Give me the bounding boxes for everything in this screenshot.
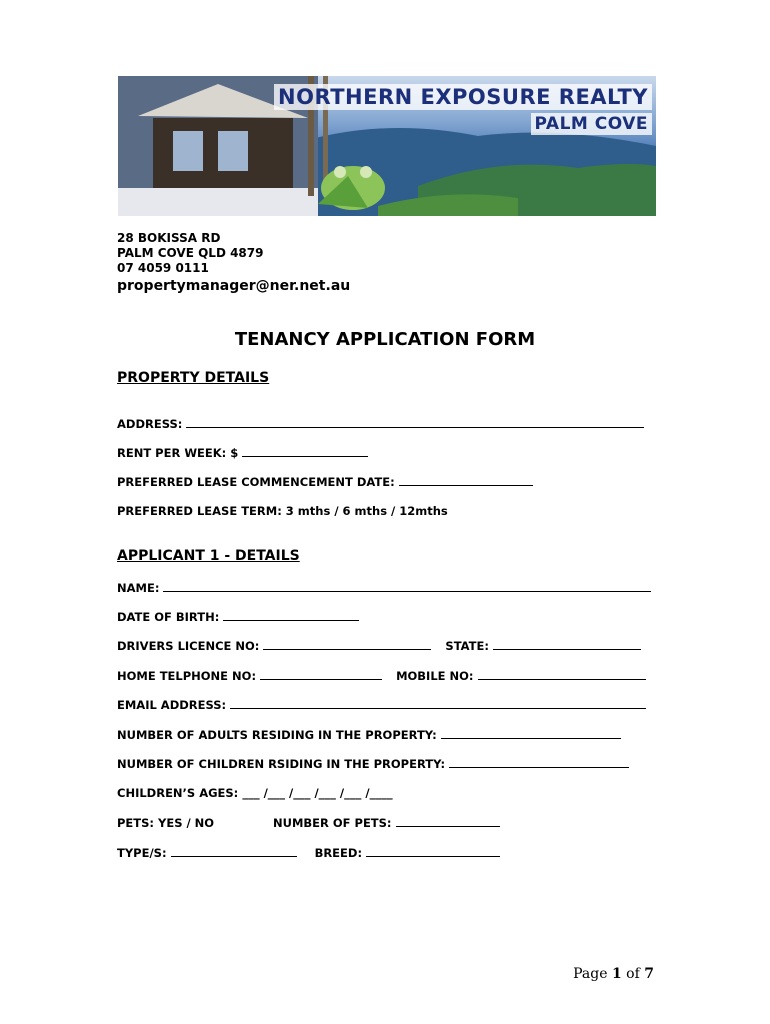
children-ages-label: CHILDREN’S AGES: — [117, 786, 239, 800]
address-line-2: PALM COVE QLD 4879 — [117, 246, 264, 260]
commencement-label: PREFERRED LEASE COMMENCEMENT DATE: — [117, 475, 395, 489]
contact-block — [117, 231, 350, 294]
email-row — [117, 697, 646, 712]
lease-term-label: PREFERRED LEASE TERM: 3 mths / 6 mths / 12mths — [117, 504, 448, 518]
children-ages-field[interactable]: ___ /___ /___ /___ /___ /____ — [242, 786, 393, 800]
adults-row — [117, 727, 621, 742]
state-label: STATE: — [445, 639, 489, 653]
adults-field[interactable] — [441, 727, 621, 739]
phone-number: 07 4059 0111 — [117, 261, 209, 275]
mobile-field[interactable] — [478, 668, 646, 680]
property-details-heading: PROPERTY DETAILS — [117, 370, 270, 386]
name-label: NAME: — [117, 581, 160, 595]
rent-row — [117, 445, 368, 460]
rent-label: RENT PER WEEK: $ — [117, 446, 239, 460]
header-banner — [118, 76, 656, 216]
lease-term-row — [117, 504, 448, 518]
commencement-field[interactable] — [399, 474, 533, 486]
name-field[interactable] — [163, 580, 651, 592]
licence-label: DRIVERS LICENCE NO: — [117, 639, 260, 653]
children-field[interactable] — [449, 756, 629, 768]
page-number: 1 — [611, 966, 622, 982]
home-phone-field[interactable] — [260, 668, 382, 680]
state-field[interactable] — [493, 638, 641, 650]
home-phone-label: HOME TELPHONE NO: — [117, 669, 257, 683]
page-word: Page — [573, 966, 608, 982]
pets-row — [117, 815, 500, 830]
dob-field[interactable] — [223, 609, 359, 621]
licence-row — [117, 638, 641, 653]
form-title: TENANCY APPLICATION FORM — [234, 329, 536, 350]
types-field[interactable] — [171, 845, 297, 857]
brand-subtitle: PALM COVE — [531, 113, 652, 135]
email-label: EMAIL ADDRESS: — [117, 698, 227, 712]
pets-label: PETS: YES / NO — [117, 816, 215, 830]
dob-row — [117, 609, 359, 624]
address-line-1: 28 BOKISSA RD — [117, 231, 221, 245]
types-label: TYPE/S: — [117, 846, 167, 860]
breed-label: BREED: — [314, 846, 363, 860]
rent-field[interactable] — [242, 445, 368, 457]
address-label: ADDRESS: — [117, 417, 183, 431]
page-footer — [573, 966, 654, 982]
children-row — [117, 756, 629, 771]
breed-field[interactable] — [366, 845, 500, 857]
page-total: 7 — [644, 966, 654, 982]
mobile-label: MOBILE NO: — [396, 669, 474, 683]
num-pets-label: NUMBER OF PETS: — [273, 816, 392, 830]
dob-label: DATE OF BIRTH: — [117, 610, 220, 624]
name-row — [117, 580, 651, 595]
adults-label: NUMBER OF ADULTS RESIDING IN THE PROPERTY: — [117, 728, 437, 742]
licence-field[interactable] — [263, 638, 431, 650]
email-address: propertymanager@ner.net.au — [117, 278, 351, 294]
of-word: of — [626, 966, 640, 982]
brand-name: NORTHERN EXPOSURE REALTY — [274, 84, 652, 110]
address-row — [117, 416, 644, 431]
types-row — [117, 845, 500, 860]
commencement-row — [117, 474, 533, 489]
applicant-1-heading: APPLICANT 1 - DETAILS — [117, 548, 300, 564]
email-field[interactable] — [230, 697, 646, 709]
phone-row — [117, 668, 646, 683]
num-pets-field[interactable] — [396, 815, 500, 827]
address-field[interactable] — [186, 416, 644, 428]
children-ages-row — [117, 786, 393, 800]
children-label: NUMBER OF CHILDREN RSIDING IN THE PROPERTY: — [117, 757, 446, 771]
